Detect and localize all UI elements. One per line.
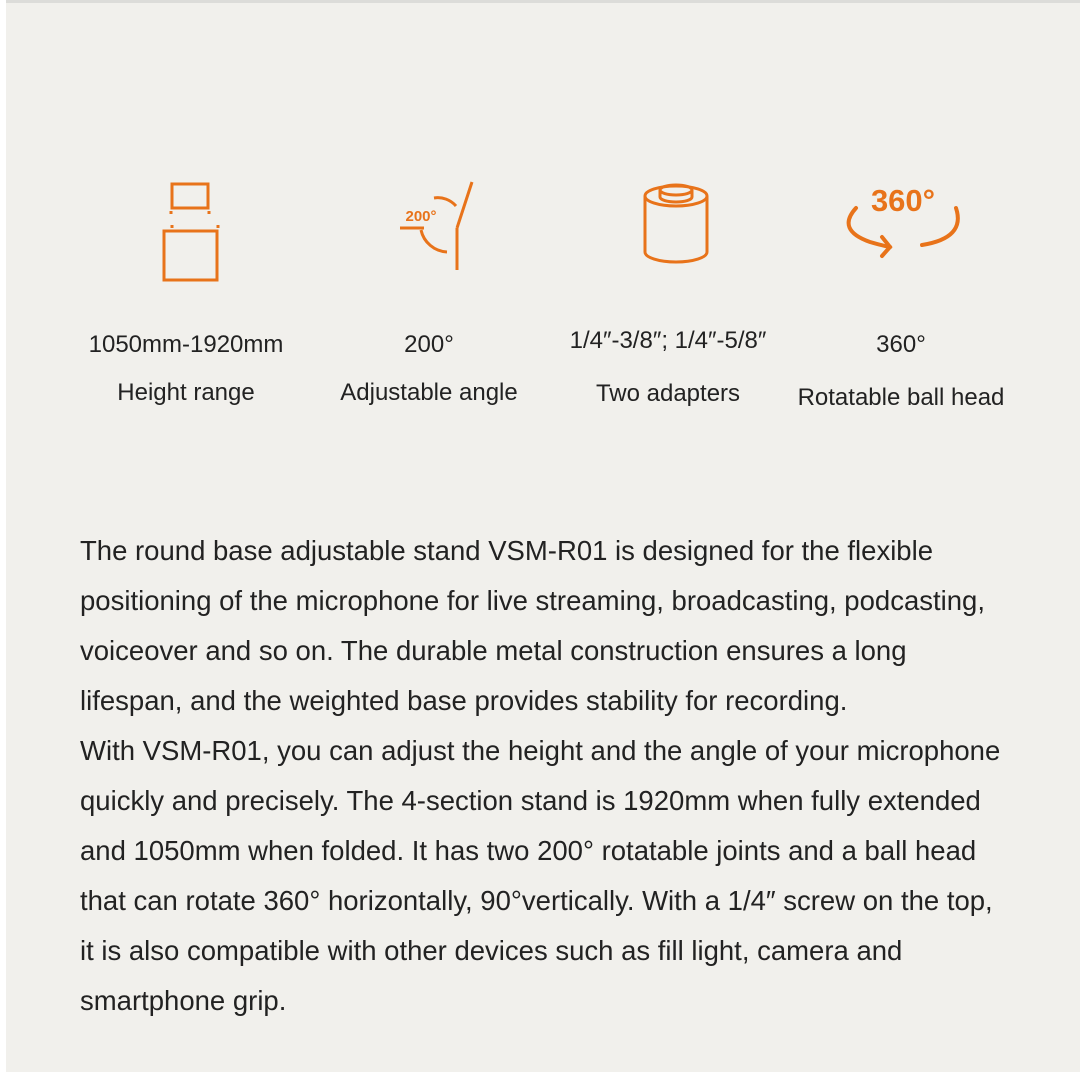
height-range-icon <box>61 170 311 290</box>
description-paragraph: The round base adjustable stand VSM-R01 is designed for the flexible positioning of the microphone for live streaming, broadcasting, podcasting, voiceover and so on. The durable metal construction ensures a long lifespan, and the weighted base provides stability for recording. <box>80 535 985 716</box>
feature-value: 360° <box>876 331 926 358</box>
feature-value: 1/4″-3/8″; 1/4″-5/8″ <box>569 327 767 354</box>
feature-label: Height range <box>117 379 255 406</box>
feature-value: 1050mm-1920mm <box>88 331 284 358</box>
feature-value: 200° <box>404 331 454 358</box>
feature-two-adapters <box>543 170 793 430</box>
left-edge <box>0 0 6 1072</box>
top-divider <box>0 0 1080 3</box>
feature-label: Rotatable ball head <box>797 384 1005 411</box>
feature-height-range <box>61 170 311 430</box>
rotate-360-icon <box>776 170 1026 290</box>
feature-adjustable-angle <box>304 170 554 430</box>
adapter-icon <box>543 170 793 290</box>
product-description <box>80 526 1010 1026</box>
rotate-icon-text: 360° <box>870 183 936 218</box>
feature-label: Two adapters <box>595 380 741 407</box>
angle-icon-text: 200° <box>405 208 437 225</box>
feature-label: Adjustable angle <box>340 379 518 406</box>
feature-rotatable-ball-head <box>776 170 1026 430</box>
description-paragraph: With VSM-R01, you can adjust the height and the angle of your microphone quickly and precisely. The 4-section stand is 1920mm when fully extended and 1050mm when folded. It has two 200° rotatable joints and a ball head that can rotate 360° horizontally, 90°vertically. With a 1/4″ screw on the top, it is also compatible with other devices such as fill light, camera and smartphone grip. <box>80 735 1001 1016</box>
adjustable-angle-icon <box>304 170 554 290</box>
